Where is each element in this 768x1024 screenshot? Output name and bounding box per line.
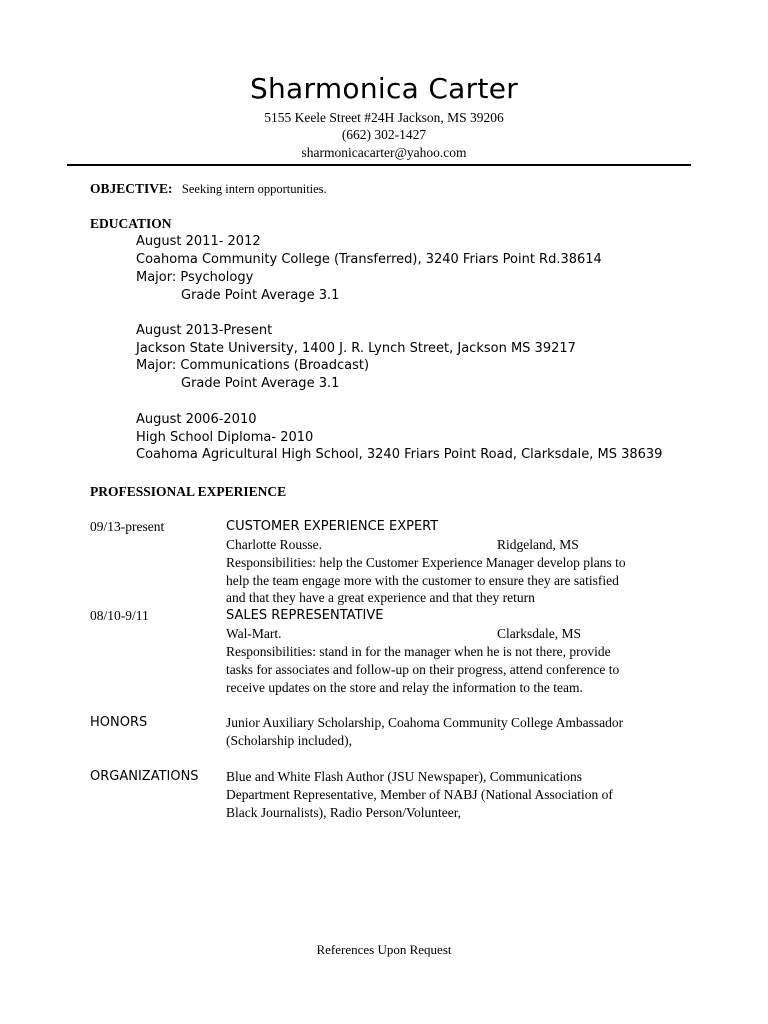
edu-2-gpa: Grade Point Average 3.1 [181, 376, 340, 391]
organizations-line: Blue and White Flash Author (JSU Newspaper), Communications [226, 769, 582, 784]
honors-line: Junior Auxiliary Scholarship, Coahoma Community College Ambassador [226, 715, 624, 730]
edu-2-school: Jackson State University, 1400 J. R. Lynch Street, Jackson MS 39217 [136, 341, 576, 356]
honors-line: (Scholarship included), [226, 733, 352, 748]
edu-1-dates: August 2011- 2012 [136, 234, 261, 249]
job-1-resp-line: and that they have a great experience and that they return [226, 590, 535, 605]
job-2-resp-line: receive updates on the store and relay the information to the team. [226, 680, 583, 695]
job-2-dates: 08/10-9/11 [90, 608, 149, 623]
objective-text: Seeking intern opportunities. [181, 182, 327, 196]
job-2-location: Clarksdale, MS [497, 626, 581, 641]
organizations-line: Department Representative, Member of NABJ (National Association of [226, 787, 613, 802]
job-1-resp-line: Responsibilities: help the Customer Experience Manager develop plans to [226, 555, 626, 570]
edu-3-address: Coahoma Agricultural High School, 3240 Friars Point Road, Clarksdale, MS 38639 [136, 447, 663, 462]
organizations-label: ORGANIZATIONS [90, 769, 199, 784]
phone-line: (662) 302-1427 [341, 127, 427, 142]
edu-3-dates: August 2006-2010 [136, 412, 257, 427]
job-2-resp-line: Responsibilities: stand in for the manager when he is not there, provide [226, 644, 611, 659]
candidate-name: Sharmonica Carter [249, 72, 519, 105]
job-1-dates: 09/13-present [90, 519, 165, 534]
edu-2-major: Major: Communications (Broadcast) [136, 358, 370, 373]
objective-label: OBJECTIVE: [90, 181, 173, 196]
job-1-location: Ridgeland, MS [497, 537, 579, 552]
edu-1-major: Major: Psychology [136, 270, 254, 285]
header-divider [67, 164, 691, 166]
edu-1-gpa: Grade Point Average 3.1 [181, 288, 340, 303]
job-1-title: CUSTOMER EXPERIENCE EXPERT [226, 519, 439, 534]
job-1-resp-line: help the team engage more with the customer to ensure they are satisfied [226, 573, 619, 588]
edu-2-dates: August 2013-Present [136, 323, 273, 338]
education-heading: EDUCATION [90, 216, 172, 231]
job-1-employer: Charlotte Rousse. [226, 537, 322, 552]
references-note: References Upon Request [316, 942, 452, 957]
edu-3-school: High School Diploma- 2010 [136, 430, 314, 445]
honors-label: HONORS [90, 715, 148, 730]
address-line: 5155 Keele Street #24H Jackson, MS 39206 [264, 110, 504, 125]
experience-heading: PROFESSIONAL EXPERIENCE [90, 484, 287, 499]
job-2-employer: Wal-Mart. [226, 626, 282, 641]
job-2-title: SALES REPRESENTATIVE [226, 608, 384, 623]
organizations-line: Black Journalists), Radio Person/Volunteer, [226, 805, 462, 820]
edu-1-school: Coahoma Community College (Transferred), 3240 Friars Point Rd.38614 [136, 252, 602, 267]
objective-section [90, 180, 327, 198]
job-2-resp-line: tasks for associates and follow-up on their progress, attend conference to [226, 662, 620, 677]
email-line[interactable]: sharmonicacarter@yahoo.com [301, 145, 467, 160]
